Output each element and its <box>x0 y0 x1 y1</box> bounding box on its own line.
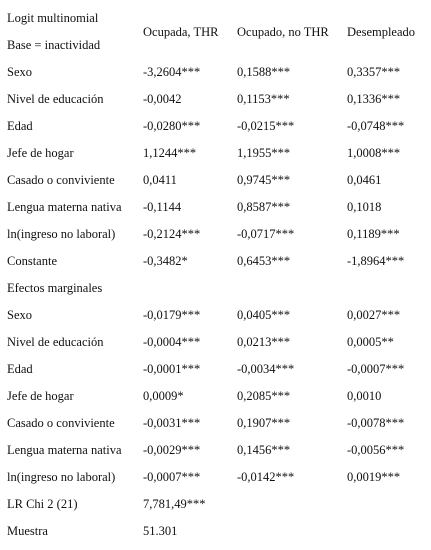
value-ocupada-thr: -0,0029*** <box>143 443 201 457</box>
value-ocupado-no-thr: 1,1955*** <box>237 146 291 160</box>
value-desempleado: -0,0007*** <box>347 362 405 376</box>
table-row <box>0 64 431 91</box>
column-header-ocupada-thr: Ocupada, THR <box>143 25 219 39</box>
table-row <box>0 253 431 280</box>
table-row <box>0 361 431 388</box>
value-desempleado: -0,0748*** <box>347 119 405 133</box>
value-ocupada-thr: 7,781,49*** <box>143 497 206 511</box>
value-desempleado: -1,8964*** <box>347 254 405 268</box>
section-heading-row <box>0 280 431 307</box>
base-label: Base = inactividad <box>7 38 101 52</box>
row-label: Sexo <box>7 65 32 79</box>
row-label: Lengua materna nativa <box>7 200 122 214</box>
table-row <box>0 334 431 361</box>
value-ocupado-no-thr: -0,0142*** <box>237 470 295 484</box>
value-ocupada-thr: -0,0179*** <box>143 308 201 322</box>
row-label: ln(ingreso no laboral) <box>7 227 116 241</box>
row-label: Constante <box>7 254 57 268</box>
value-ocupada-thr: -0,0031*** <box>143 416 201 430</box>
value-ocupado-no-thr: 0,2085*** <box>237 389 291 403</box>
value-ocupado-no-thr: 0,1588*** <box>237 65 291 79</box>
value-ocupado-no-thr: -0,0717*** <box>237 227 295 241</box>
value-ocupado-no-thr: -0,0034*** <box>237 362 295 376</box>
value-ocupada-thr: -0,0001*** <box>143 362 201 376</box>
value-desempleado: 0,3357*** <box>347 65 401 79</box>
value-ocupada-thr: -0,0280*** <box>143 119 201 133</box>
value-desempleado: -0,0078*** <box>347 416 405 430</box>
row-label: Edad <box>7 119 33 133</box>
value-desempleado: 0,0005** <box>347 335 394 349</box>
value-ocupado-no-thr: 0,1153*** <box>237 92 290 106</box>
table-row <box>0 91 431 118</box>
row-label: Muestra <box>7 524 48 538</box>
column-header-desempleado: Desempleado <box>347 25 416 39</box>
value-desempleado: 0,0010 <box>347 389 382 403</box>
value-ocupada-thr: -0,3482* <box>143 254 188 268</box>
value-ocupado-no-thr: 0,6453*** <box>237 254 291 268</box>
value-ocupada-thr: 1,1244*** <box>143 146 197 160</box>
value-desempleado: -0,0056*** <box>347 443 405 457</box>
column-header-ocupado-no-thr: Ocupado, no THR <box>237 25 329 39</box>
value-ocupada-thr: -0,1144 <box>143 200 182 214</box>
value-ocupado-no-thr: 0,1456*** <box>237 443 291 457</box>
footer-row <box>0 496 431 523</box>
row-label: Sexo <box>7 308 32 322</box>
row-label: LR Chi 2 (21) <box>7 497 78 511</box>
row-label: Edad <box>7 362 33 376</box>
row-label: Jefe de hogar <box>7 146 74 160</box>
table-row <box>0 469 431 496</box>
table-row <box>0 145 431 172</box>
value-ocupada-thr: 51.301 <box>143 524 178 538</box>
table-row <box>0 388 431 415</box>
value-desempleado: 0,1189*** <box>347 227 400 241</box>
row-label: ln(ingreso no laboral) <box>7 470 116 484</box>
value-ocupado-no-thr: -0,0215*** <box>237 119 295 133</box>
value-desempleado: 0,0461 <box>347 173 382 187</box>
value-desempleado: 0,1018 <box>347 200 382 214</box>
row-label: Casado o conviviente <box>7 173 115 187</box>
value-desempleado: 0,1336*** <box>347 92 401 106</box>
value-ocupado-no-thr: 0,1907*** <box>237 416 291 430</box>
value-ocupada-thr: -0,0004*** <box>143 335 201 349</box>
row-label: Casado o conviviente <box>7 416 115 430</box>
table-row <box>0 172 431 199</box>
table-title: Logit multinomial <box>7 11 99 25</box>
row-label: Jefe de hogar <box>7 389 74 403</box>
value-ocupado-no-thr: 0,0213*** <box>237 335 291 349</box>
table-row <box>0 415 431 442</box>
table-row <box>0 442 431 469</box>
value-desempleado: 0,0027*** <box>347 308 401 322</box>
footer-row <box>0 523 431 550</box>
value-ocupada-thr: -0,0007*** <box>143 470 201 484</box>
value-ocupada-thr: -0,2124*** <box>143 227 201 241</box>
value-desempleado: 0,0019*** <box>347 470 401 484</box>
value-ocupada-thr: 0,0009* <box>143 389 184 403</box>
table-row <box>0 199 431 226</box>
row-label: Nivel de educación <box>7 92 104 106</box>
table-row <box>0 118 431 145</box>
value-ocupado-no-thr: 0,0405*** <box>237 308 291 322</box>
value-ocupada-thr: 0,0411 <box>143 173 177 187</box>
row-label: Nivel de educación <box>7 335 104 349</box>
table-row <box>0 307 431 334</box>
value-ocupada-thr: -0,0042 <box>143 92 182 106</box>
section-heading: Efectos marginales <box>7 281 103 295</box>
table-row <box>0 226 431 253</box>
value-ocupado-no-thr: 0,9745*** <box>237 173 291 187</box>
value-desempleado: 1,0008*** <box>347 146 401 160</box>
value-ocupado-no-thr: 0,8587*** <box>237 200 291 214</box>
value-ocupada-thr: -3,2604*** <box>143 65 201 79</box>
row-label: Lengua materna nativa <box>7 443 122 457</box>
